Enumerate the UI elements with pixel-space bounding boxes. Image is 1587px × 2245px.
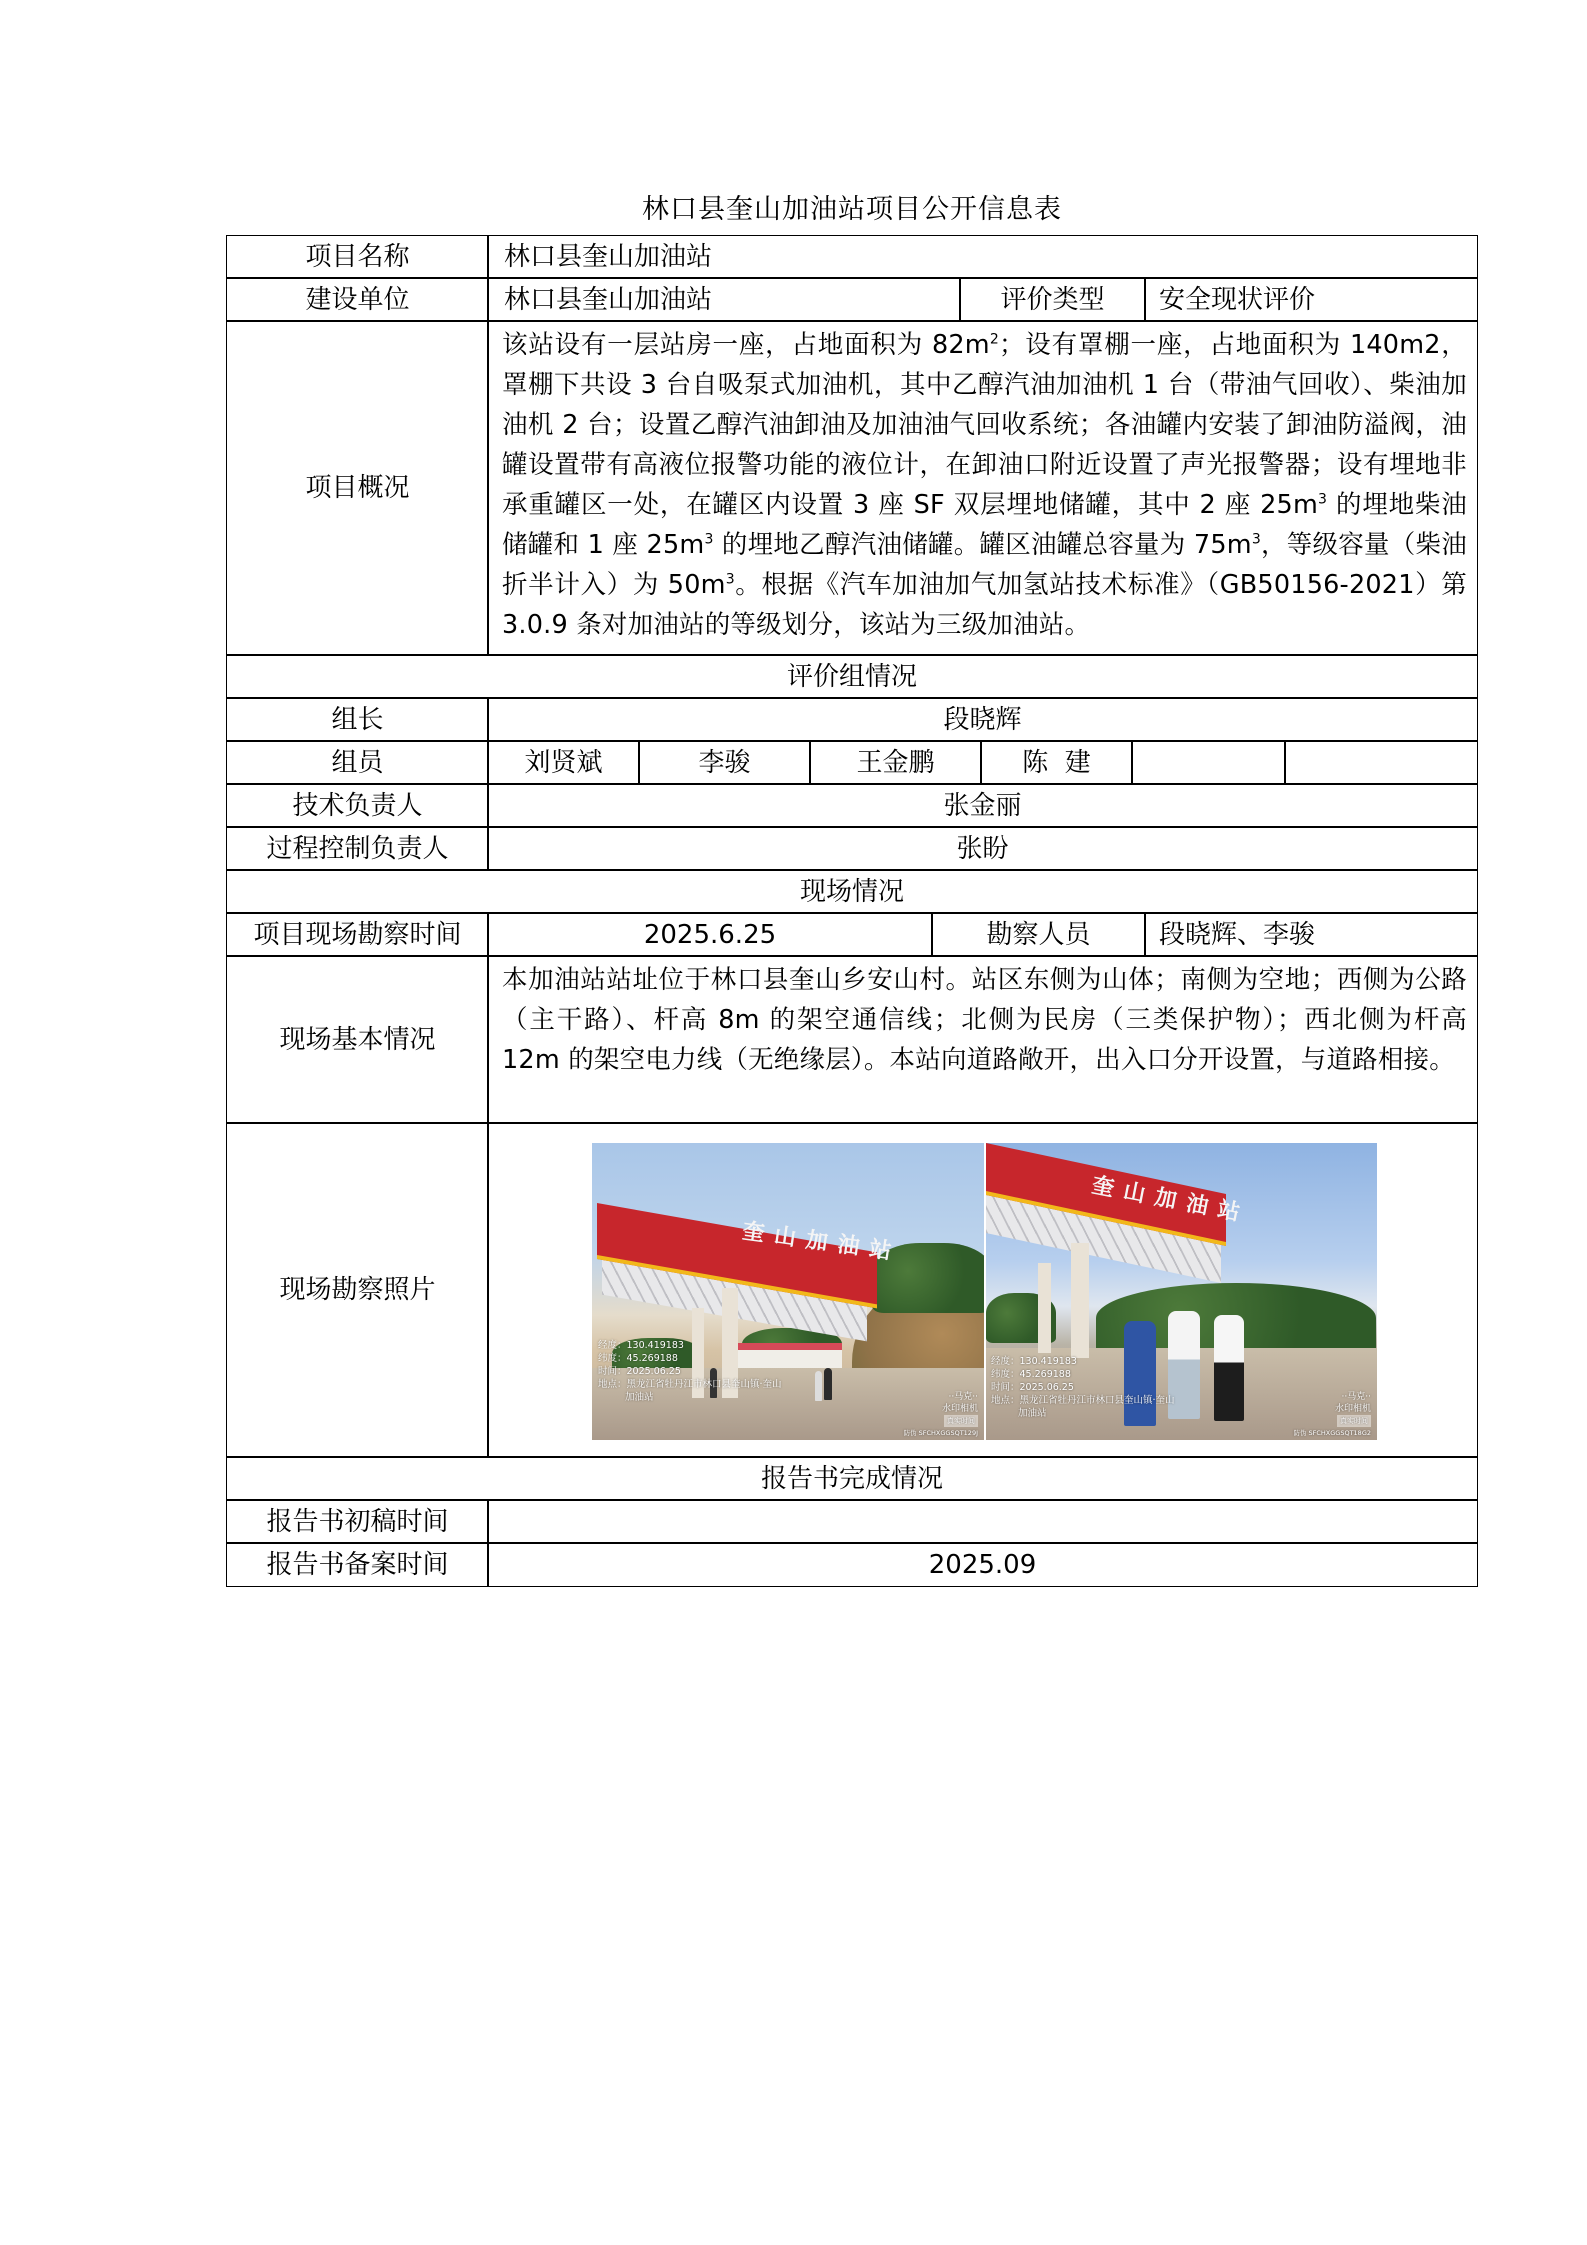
members-label: 组员 — [226, 740, 489, 785]
photo-watermark: 经度：130.419183 纬度：45.269188 时间：2025.06.25 地点：黑龙江省牡丹江市林口县奎山镇·奎山 加油站 — [991, 1356, 1175, 1419]
project-name-label: 项目名称 — [226, 235, 489, 279]
report-section-header: 报告书完成情况 — [226, 1456, 1478, 1501]
member-cell: 王金鹏 — [809, 740, 982, 785]
document-title: 林口县奎山加油站项目公开信息表 — [642, 194, 1062, 225]
canopy-sign: 奎山加油站 — [1089, 1172, 1252, 1228]
site-basic-cell — [487, 955, 1478, 1124]
eval-type-label: 评价类型 — [959, 277, 1146, 322]
surveyors-label: 勘察人员 — [931, 912, 1146, 957]
draft-time-label: 报告书初稿时间 — [226, 1499, 489, 1544]
overview-text: 该站设有一层站房一座，占地面积为 $82m^2$；设有罩棚一座，占地面积为 140m2，罩棚下共设 3 台自吸泵式加油机，其中乙醇汽油加油机 1 台（带油气回收）、柴油加油机 2 台；设置乙醇汽油卸油及加油油气回收系统；各油罐内安装了卸油防溢阀，油罐设置带有高液位报警功能的液位计，在卸油口附近设置了声光报警器；设有埋地非承重罐区一处，在罐区内设置 3 座 SF 双层埋地储罐，其中 2 座 $25m^3$ 的埋地柴油储罐和 1 座 $25m^3$ 的埋地乙醇汽油储罐。罐区油罐总容量为 $75m^3$，等级容量（柴油折半计入）为 $50m^3$。根据《汽车加油加气加氢站技术标准》（GB50156-2021）第 3.0.9 条对加油站的等级划分，该站为三级加油站。 — [502, 330, 1468, 640]
tech-lead-label: 技术负责人 — [226, 783, 489, 828]
project-name-value: 林口县奎山加油站 — [487, 235, 1478, 279]
site-section-header: 现场情况 — [226, 869, 1478, 914]
member-cell: 刘贤斌 — [487, 740, 640, 785]
process-control-value: 张盼 — [487, 826, 1478, 871]
tech-lead-value: 张金丽 — [487, 783, 1478, 828]
builder-label: 建设单位 — [226, 277, 489, 322]
eval-type-value: 安全现状评价 — [1144, 277, 1478, 322]
member-cell: 李骏 — [638, 740, 811, 785]
draft-time-value — [487, 1499, 1478, 1544]
watermark-brand: ··马克·· 水印相机 真实时间 防伪 SFCHXGGSQT18G2 — [1293, 1392, 1371, 1437]
photo-watermark: 经度：130.419183 纬度：45.269188 时间：2025.06.25 地点：黑龙江省牡丹江市林口县奎山镇·奎山 加油站 — [598, 1340, 782, 1403]
filing-time-value: 2025.09 — [487, 1542, 1478, 1587]
member-cell: 陈 建 — [980, 740, 1133, 785]
site-basic-text: 本加油站站址位于林口县奎山乡安山村。站区东侧为山体；南侧为空地；西侧为公路（主干路）、杆高 8m 的架空通信线；北侧为民房（三类保护物）；西北侧为杆高 12m 的架空电力线（无绝缘层）。本站向道路敞开，出入口分开设置，与道路相接。 — [502, 965, 1467, 1075]
member-cell-empty — [1131, 740, 1286, 785]
site-photo-2 — [986, 1143, 1377, 1440]
builder-value: 林口县奎山加油站 — [487, 277, 961, 322]
survey-time-label: 项目现场勘察时间 — [226, 912, 489, 957]
overview-cell — [487, 320, 1478, 656]
team-section-header: 评价组情况 — [226, 654, 1478, 699]
leader-label: 组长 — [226, 697, 489, 742]
process-control-label: 过程控制负责人 — [226, 826, 489, 871]
surveyors-value: 段晓辉、李骏 — [1144, 912, 1478, 957]
leader-value: 段晓辉 — [487, 697, 1478, 742]
watermark-brand: ··马克·· 水印相机 真实时间 防伪 SFCHXGGSQT129J — [903, 1392, 978, 1437]
survey-time-value: 2025.6.25 — [487, 912, 933, 957]
member-cell-empty — [1284, 740, 1478, 785]
site-photo-1 — [592, 1143, 984, 1440]
site-photos-label: 现场勘察照片 — [226, 1122, 489, 1458]
site-basic-label: 现场基本情况 — [226, 955, 489, 1124]
canopy-sign: 奎山加油站 — [740, 1218, 903, 1266]
filing-time-label: 报告书备案时间 — [226, 1542, 489, 1587]
overview-label: 项目概况 — [226, 320, 489, 656]
